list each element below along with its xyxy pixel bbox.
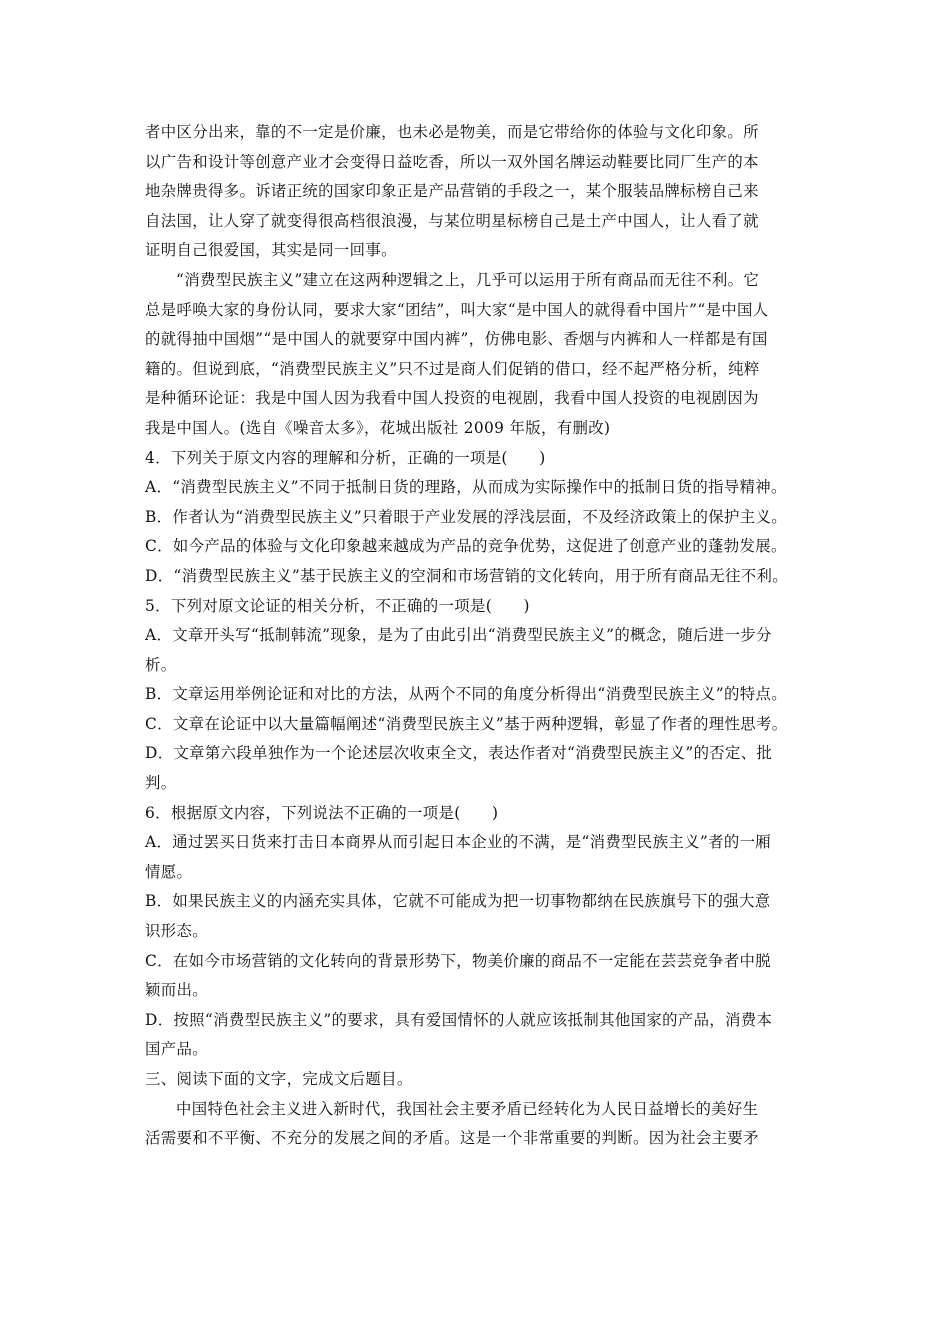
text-line: 识形态。: [145, 922, 208, 941]
document-page: [145, 118, 813, 1154]
text-line: C．文章在论证中以大量篇幅阐述“消费型民族主义”基于两种逻辑，彰显了作者的理性思考。: [145, 714, 788, 733]
text-line: 三、阅读下面的文字，完成文后题目。: [145, 1070, 413, 1088]
text-line: 活需要和不平衡、不充分的发展之间的矛盾。这是一个非常重要的判断。因为社会主要矛: [145, 1129, 759, 1148]
text-line: 6．根据原文内容，下列说法不正确的一项是( ): [145, 803, 499, 822]
text-line: 自法国，让人穿了就变得很高档很浪漫，与某位明星标榜自己是土产中国人，让人看了就: [145, 211, 759, 230]
text-line: B．作者认为“消费型民族主义”只着眼于产业发展的浮浅层面，不及经济政策上的保护主义。: [145, 507, 787, 526]
text-line: 国产品。: [145, 1040, 208, 1059]
text-line: 中国特色社会主义进入新时代，我国社会主要矛盾已经转化为人民日益增长的美好生: [176, 1099, 759, 1118]
text-line: 的就得抽中国烟”“是中国人的就要穿中国内裤”，仿佛电影、香烟与内裤和人一样都是有国: [145, 330, 768, 349]
text-line: 证明自己很爱国，其实是同一回事。: [145, 241, 397, 260]
text-line: C．在如今市场营销的文化转向的背景形势下，物美价廉的商品不一定能在芸芸竞争者中脱: [145, 951, 772, 970]
text-line: 判。: [145, 774, 177, 793]
text-line: B．文章运用举例论证和对比的方法，从两个不同的角度分析得出“消费型民族主义”的特点。: [145, 685, 787, 704]
text-line: 以广告和设计等创意产业才会变得日益吃香，所以一双外国名牌运动鞋要比同厂生产的本: [145, 152, 759, 171]
text-line: B．如果民族主义的内涵充实具体，它就不可能成为把一切事物都纳在民族旗号下的强大意: [145, 892, 771, 911]
text-line: 我是中国人。(选自《噪音太多》，花城出版社 2009 年版，有删改): [145, 418, 611, 437]
text-line: D．按照“消费型民族主义”的要求，具有爱国情怀的人就应该抵制其他国家的产品，消费本: [145, 1010, 773, 1029]
text-line: C．如今产品的体验与文化印象越来越成为产品的竞争优势，这促进了创意产业的蓬勃发展。: [145, 537, 787, 556]
text-line: D．文章第六段单独作为一个论述层次收束全文，表达作者对“消费型民族主义”的否定、批: [145, 744, 773, 763]
text-line: D．“消费型民族主义”基于民族主义的空洞和市场营销的文化转向，用于所有商品无往不利。: [145, 566, 789, 585]
text-line: 总是呼唤大家的身份认同，要求大家“团结”，叫大家“是中国人的就得看中国片”“是中国人: [145, 300, 769, 319]
text-line: 4．下列关于原文内容的理解和分析，正确的一项是( ): [145, 448, 546, 467]
text-line: 者中区分出来，靠的不一定是价廉，也未必是物美，而是它带给你的体验与文化印象。所: [145, 123, 759, 141]
text-line: 籍的。但说到底，“消费型民族主义”只不过是商人们促销的借口，经不起严格分析，纯粹: [145, 359, 760, 378]
text-line: 颖而出。: [145, 981, 208, 1000]
text-line: 5．下列对原文论证的相关分析，不正确的一项是( ): [145, 596, 530, 615]
text-line: A．通过罢买日货来打击日本商界从而引起日本企业的不满，是“消费型民族主义”者的一厢: [145, 833, 772, 852]
text-line: A．“消费型民族主义”不同于抵制日货的理路，从而成为实际操作中的抵制日货的指导精神。: [145, 478, 787, 497]
text-line: 析。: [145, 655, 177, 674]
text-line: 情愿。: [145, 862, 193, 881]
text-line: 地杂牌贵得多。诉诸正统的国家印象正是产品营销的手段之一，某个服装品牌标榜自己来: [145, 182, 759, 201]
text-line: “消费型民族主义”建立在这两种逻辑之上，几乎可以运用于所有商品而无往不利。它: [176, 270, 760, 289]
text-line: A．文章开头写“抵制韩流”现象，是为了由此引出“消费型民族主义”的概念，随后进一步分: [145, 626, 772, 645]
text-line: 是种循环论证：我是中国人因为我看中国人投资的电视剧，我看中国人投资的电视剧因为: [145, 389, 759, 408]
